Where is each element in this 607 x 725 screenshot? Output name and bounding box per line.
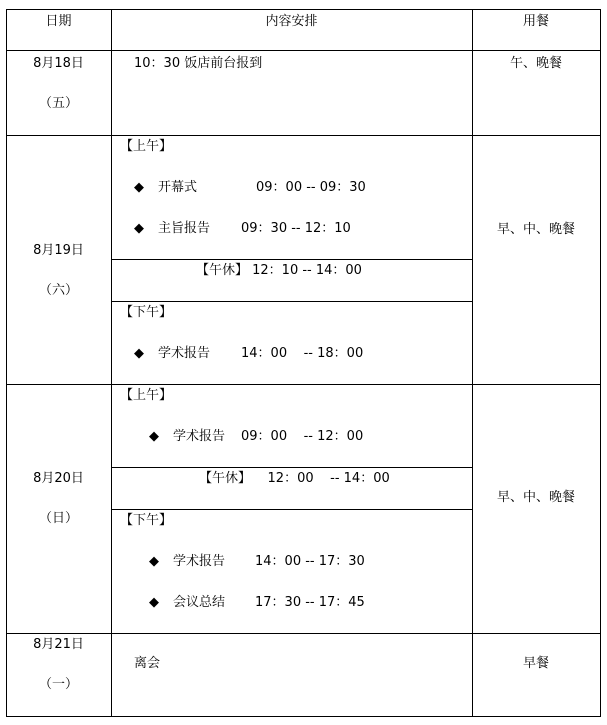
day3-am-label: 【上午】 <box>120 388 173 403</box>
schedule-item-time: 14：00 -- 18：00 <box>241 346 364 361</box>
schedule-item-time: 17：30 -- 17：45 <box>255 595 365 610</box>
schedule-item-time: 09：00 -- 12：00 <box>241 429 364 444</box>
day2-break: 【午休】 12：10 -- 14：00 <box>196 263 362 278</box>
schedule-item-name: 开幕式 <box>158 180 198 195</box>
row-divider-day1 <box>6 135 601 136</box>
schedule-item-name: 学术报告 <box>173 429 226 444</box>
day3-break: 【午休】 12：00 -- 14：00 <box>199 471 390 486</box>
schedule-item-time: 09：00 -- 09：30 <box>256 180 366 195</box>
day1-weekday: （五） <box>38 96 78 111</box>
table-border-top <box>6 9 601 10</box>
row-divider-day3 <box>6 633 601 634</box>
table-border-right <box>600 9 601 717</box>
col-divider-2 <box>472 9 473 717</box>
row-divider-header <box>6 50 601 51</box>
day4-weekday: （一） <box>38 677 78 692</box>
schedule-item-name: 会议总结 <box>173 595 226 610</box>
day2-date: 8月19日 <box>33 243 84 258</box>
day1-item: 10：30 饭店前台报到 <box>134 56 263 71</box>
header-content: 内容安排 <box>265 14 318 29</box>
sub-divider-d2-a <box>111 259 472 260</box>
header-meal: 用餐 <box>522 14 549 29</box>
day1-date: 8月18日 <box>33 56 84 71</box>
day4-date: 8月21日 <box>33 637 84 652</box>
bullet-icon: ◆ <box>134 221 144 236</box>
day3-weekday: （日） <box>38 511 78 526</box>
bullet-icon: ◆ <box>149 595 159 610</box>
schedule-item-time: 09：30 -- 12：10 <box>241 221 351 236</box>
schedule-item-name: 学术报告 <box>173 554 226 569</box>
bullet-icon: ◆ <box>149 554 159 569</box>
row-divider-day2 <box>6 384 601 385</box>
day3-pm-label: 【下午】 <box>120 513 173 528</box>
table-border-bottom <box>6 716 601 717</box>
day2-pm-label: 【下午】 <box>120 305 173 320</box>
bullet-icon: ◆ <box>134 180 144 195</box>
schedule-item-name: 学术报告 <box>158 346 211 361</box>
bullet-icon: ◆ <box>134 346 144 361</box>
day2-meal: 早、中、晚餐 <box>496 222 575 237</box>
day2-weekday: （六） <box>38 283 78 298</box>
table-border-left <box>6 9 7 717</box>
schedule-item-time: 14：00 -- 17：30 <box>255 554 365 569</box>
day2-am-label: 【上午】 <box>120 139 173 154</box>
sub-divider-d3-b <box>111 509 472 510</box>
day3-meal: 早、中、晚餐 <box>496 490 575 505</box>
sub-divider-d3-a <box>111 467 472 468</box>
bullet-icon: ◆ <box>149 429 159 444</box>
schedule-item-name: 主旨报告 <box>158 221 211 236</box>
header-date: 日期 <box>45 14 72 29</box>
day4-meal: 早餐 <box>522 656 549 671</box>
day4-item: 离会 <box>134 656 161 671</box>
col-divider-1 <box>111 9 112 717</box>
sub-divider-d2-b <box>111 301 472 302</box>
day3-date: 8月20日 <box>33 471 84 486</box>
day1-meal: 午、晚餐 <box>509 56 562 71</box>
